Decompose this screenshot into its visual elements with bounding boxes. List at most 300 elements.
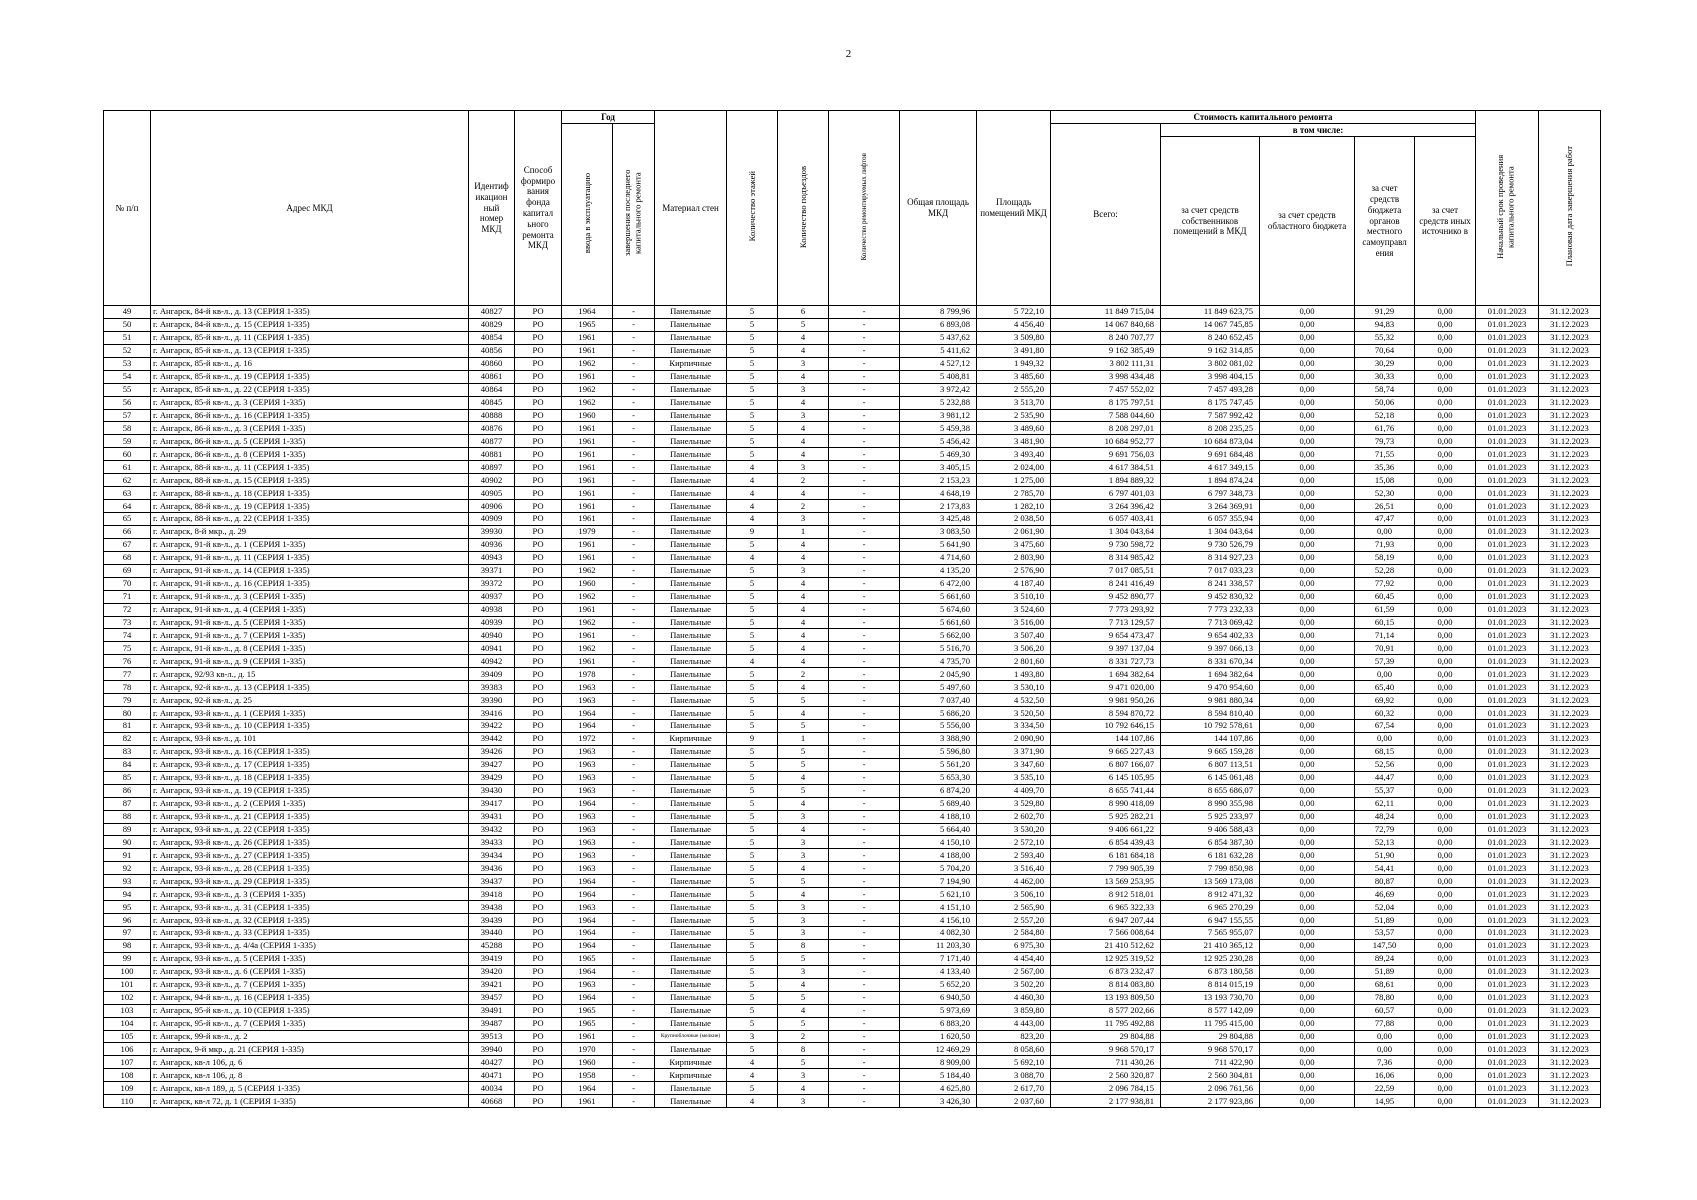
cell-entrances: 3 bbox=[778, 409, 829, 422]
cell-end: 31.12.2023 bbox=[1539, 978, 1601, 991]
cell-id: 39420 bbox=[469, 965, 515, 978]
cell-cost-local: 71,14 bbox=[1355, 629, 1415, 642]
cell-cost-local: 50,06 bbox=[1355, 396, 1415, 409]
cell-cost-regional: 0,00 bbox=[1260, 888, 1355, 901]
cell-end: 31.12.2023 bbox=[1539, 1043, 1601, 1056]
cell-id: 40668 bbox=[469, 1095, 515, 1108]
cell-address: г. Ангарск, 93-й кв-л., д. 1 (СЕРИЯ 1-335) bbox=[151, 707, 469, 720]
cell-cost-owners: 7 565 955,07 bbox=[1161, 927, 1260, 940]
cell-floors: 5 bbox=[727, 1082, 778, 1095]
cell-cost-regional: 0,00 bbox=[1260, 784, 1355, 797]
cell-premises-area: 3 510,10 bbox=[977, 590, 1051, 603]
cell-year-built: 1961 bbox=[562, 331, 613, 344]
cell-end: 31.12.2023 bbox=[1539, 732, 1601, 745]
cell-lifts: - bbox=[829, 513, 900, 526]
cell-year-built: 1964 bbox=[562, 306, 613, 319]
cell-entrances: 4 bbox=[778, 435, 829, 448]
cell-year-repair: - bbox=[613, 655, 655, 668]
cell-start: 01.01.2023 bbox=[1476, 797, 1539, 810]
cell-premises-area: 3 530,10 bbox=[977, 681, 1051, 694]
cell-cost-total: 8 577 202,66 bbox=[1051, 1004, 1161, 1017]
cell-start: 01.01.2023 bbox=[1476, 1043, 1539, 1056]
cell-material: Панельные bbox=[655, 525, 727, 538]
cell-num: 59 bbox=[104, 435, 151, 448]
cell-lifts: - bbox=[829, 758, 900, 771]
cell-total-area: 4 150,10 bbox=[900, 836, 977, 849]
cell-premises-area: 2 576,90 bbox=[977, 564, 1051, 577]
cell-premises-area: 2 785,70 bbox=[977, 487, 1051, 500]
cell-total-area: 5 662,00 bbox=[900, 629, 977, 642]
cell-entrances: 5 bbox=[778, 694, 829, 707]
cell-cost-owners: 9 470 954,60 bbox=[1161, 681, 1260, 694]
cell-total-area: 11 203,30 bbox=[900, 939, 977, 952]
cell-cost-regional: 0,00 bbox=[1260, 823, 1355, 836]
cell-cost-total: 6 965 322,33 bbox=[1051, 901, 1161, 914]
cell-end: 31.12.2023 bbox=[1539, 331, 1601, 344]
cell-cost-local: 57,39 bbox=[1355, 655, 1415, 668]
cell-premises-area: 1 949,32 bbox=[977, 357, 1051, 370]
cell-num: 51 bbox=[104, 331, 151, 344]
cell-premises-area: 1 275,00 bbox=[977, 474, 1051, 487]
cell-year-built: 1972 bbox=[562, 732, 613, 745]
cell-id: 39426 bbox=[469, 745, 515, 758]
cell-cost-total: 3 264 396,42 bbox=[1051, 500, 1161, 513]
cell-address: г. Ангарск, 85-й кв-л., д. 16 bbox=[151, 357, 469, 370]
cell-cost-local: 71,93 bbox=[1355, 538, 1415, 551]
header-cost-regional: за счет средств областного бюджета bbox=[1260, 137, 1355, 306]
cell-method: РО bbox=[515, 836, 562, 849]
cell-cost-total: 8 655 741,44 bbox=[1051, 784, 1161, 797]
cell-method: РО bbox=[515, 991, 562, 1004]
cell-entrances: 4 bbox=[778, 487, 829, 500]
cell-entrances: 5 bbox=[778, 1017, 829, 1030]
cell-lifts: - bbox=[829, 383, 900, 396]
cell-total-area: 6 472,00 bbox=[900, 577, 977, 590]
cell-total-area: 5 561,20 bbox=[900, 758, 977, 771]
cell-address: г. Ангарск, 88-й кв-л., д. 15 (СЕРИЯ 1-335) bbox=[151, 474, 469, 487]
cell-material: Панельные bbox=[655, 965, 727, 978]
table-row bbox=[104, 603, 1601, 616]
cell-id: 40943 bbox=[469, 551, 515, 564]
cell-cost-total: 9 968 570,17 bbox=[1051, 1043, 1161, 1056]
cell-floors: 5 bbox=[727, 318, 778, 331]
table-row bbox=[104, 306, 1601, 319]
cell-cost-regional: 0,00 bbox=[1260, 797, 1355, 810]
cell-entrances: 3 bbox=[778, 357, 829, 370]
cell-method: РО bbox=[515, 603, 562, 616]
cell-address: г. Ангарск, 91-й кв-л., д. 11 (СЕРИЯ 1-335) bbox=[151, 551, 469, 564]
cell-floors: 4 bbox=[727, 1069, 778, 1082]
cell-id: 39422 bbox=[469, 720, 515, 733]
cell-end: 31.12.2023 bbox=[1539, 758, 1601, 771]
cell-cost-total: 1 894 889,32 bbox=[1051, 474, 1161, 487]
cell-year-repair: - bbox=[613, 642, 655, 655]
cell-premises-area: 3 524,60 bbox=[977, 603, 1051, 616]
cell-cost-regional: 0,00 bbox=[1260, 668, 1355, 681]
cell-year-repair: - bbox=[613, 888, 655, 901]
cell-year-built: 1979 bbox=[562, 525, 613, 538]
cell-cost-other: 0,00 bbox=[1415, 836, 1476, 849]
cell-floors: 5 bbox=[727, 383, 778, 396]
cell-cost-owners: 8 240 652,45 bbox=[1161, 331, 1260, 344]
cell-material: Панельные bbox=[655, 771, 727, 784]
cell-cost-total: 10 684 952,77 bbox=[1051, 435, 1161, 448]
cell-cost-other: 0,00 bbox=[1415, 306, 1476, 319]
cell-floors: 4 bbox=[727, 551, 778, 564]
cell-entrances: 4 bbox=[778, 370, 829, 383]
cell-year-built: 1962 bbox=[562, 396, 613, 409]
cell-method: РО bbox=[515, 901, 562, 914]
cell-lifts: - bbox=[829, 1017, 900, 1030]
cell-material: Панельные bbox=[655, 1095, 727, 1108]
cell-cost-owners: 1 894 874,24 bbox=[1161, 474, 1260, 487]
cell-method: РО bbox=[515, 422, 562, 435]
cell-cost-other: 0,00 bbox=[1415, 500, 1476, 513]
cell-cost-regional: 0,00 bbox=[1260, 927, 1355, 940]
cell-address: г. Ангарск, 93-й кв-л., д. 3 (СЕРИЯ 1-335) bbox=[151, 888, 469, 901]
cell-premises-area: 2 617,70 bbox=[977, 1082, 1051, 1095]
cell-material: Панельные bbox=[655, 939, 727, 952]
cell-floors: 5 bbox=[727, 1017, 778, 1030]
cell-total-area: 8 909,00 bbox=[900, 1056, 977, 1069]
cell-address: г. Ангарск, 91-й кв-л., д. 7 (СЕРИЯ 1-335) bbox=[151, 629, 469, 642]
cell-cost-other: 0,00 bbox=[1415, 344, 1476, 357]
cell-year-built: 1961 bbox=[562, 448, 613, 461]
cell-cost-owners: 1 694 382,64 bbox=[1161, 668, 1260, 681]
table-row bbox=[104, 694, 1601, 707]
cell-end: 31.12.2023 bbox=[1539, 551, 1601, 564]
cell-cost-local: 70,64 bbox=[1355, 344, 1415, 357]
cell-year-repair: - bbox=[613, 500, 655, 513]
cell-floors: 5 bbox=[727, 603, 778, 616]
cell-year-built: 1964 bbox=[562, 888, 613, 901]
table-row bbox=[104, 732, 1601, 745]
header-entrances: Количество подъездов bbox=[778, 111, 829, 306]
cell-id: 39438 bbox=[469, 901, 515, 914]
cell-material: Панельные bbox=[655, 344, 727, 357]
cell-cost-regional: 0,00 bbox=[1260, 603, 1355, 616]
cell-method: РО bbox=[515, 370, 562, 383]
cell-cost-regional: 0,00 bbox=[1260, 331, 1355, 344]
cell-cost-regional: 0,00 bbox=[1260, 577, 1355, 590]
cell-cost-local: 147,50 bbox=[1355, 939, 1415, 952]
cell-num: 106 bbox=[104, 1043, 151, 1056]
cell-id: 40829 bbox=[469, 318, 515, 331]
cell-cost-other: 0,00 bbox=[1415, 409, 1476, 422]
cell-premises-area: 3 485,60 bbox=[977, 370, 1051, 383]
header-address: Адрес МКД bbox=[151, 111, 469, 306]
cell-address: г. Ангарск, 93-й кв-л., д. 32 (СЕРИЯ 1-335) bbox=[151, 914, 469, 927]
cell-year-repair: - bbox=[613, 525, 655, 538]
cell-year-built: 1965 bbox=[562, 952, 613, 965]
cell-total-area: 4 156,10 bbox=[900, 914, 977, 927]
cell-material: Панельные bbox=[655, 642, 727, 655]
cell-total-area: 3 388,90 bbox=[900, 732, 977, 745]
cell-cost-regional: 0,00 bbox=[1260, 487, 1355, 500]
cell-year-built: 1961 bbox=[562, 603, 613, 616]
cell-cost-total: 9 452 890,77 bbox=[1051, 590, 1161, 603]
cell-start: 01.01.2023 bbox=[1476, 836, 1539, 849]
cell-premises-area: 4 462,00 bbox=[977, 875, 1051, 888]
cell-lifts: - bbox=[829, 590, 900, 603]
cell-premises-area: 2 567,00 bbox=[977, 965, 1051, 978]
cell-year-built: 1965 bbox=[562, 318, 613, 331]
cell-lifts: - bbox=[829, 823, 900, 836]
cell-address: г. Ангарск, 93-й кв-л., д. 17 (СЕРИЯ 1-335) bbox=[151, 758, 469, 771]
cell-end: 31.12.2023 bbox=[1539, 836, 1601, 849]
table-row bbox=[104, 862, 1601, 875]
cell-material: Панельные bbox=[655, 383, 727, 396]
cell-end: 31.12.2023 bbox=[1539, 927, 1601, 940]
table-row bbox=[104, 952, 1601, 965]
cell-cost-other: 0,00 bbox=[1415, 564, 1476, 577]
cell-address: г. Ангарск, 85-й кв-л., д. 11 (СЕРИЯ 1-335) bbox=[151, 331, 469, 344]
cell-lifts: - bbox=[829, 668, 900, 681]
cell-method: РО bbox=[515, 875, 562, 888]
cell-start: 01.01.2023 bbox=[1476, 681, 1539, 694]
cell-address: г. Ангарск, кв-л 189, д. 5 (СЕРИЯ 1-335) bbox=[151, 1082, 469, 1095]
cell-year-repair: - bbox=[613, 991, 655, 1004]
cell-end: 31.12.2023 bbox=[1539, 694, 1601, 707]
cell-cost-total: 7 799 905,39 bbox=[1051, 862, 1161, 875]
cell-cost-regional: 0,00 bbox=[1260, 500, 1355, 513]
cell-material: Панельные bbox=[655, 318, 727, 331]
cell-floors: 5 bbox=[727, 849, 778, 862]
cell-cost-local: 0,00 bbox=[1355, 1043, 1415, 1056]
cell-cost-other: 0,00 bbox=[1415, 577, 1476, 590]
table-row bbox=[104, 370, 1601, 383]
cell-premises-area: 1 282,10 bbox=[977, 500, 1051, 513]
cell-address: г. Ангарск, 88-й кв-л., д. 19 (СЕРИЯ 1-335) bbox=[151, 500, 469, 513]
cell-id: 39491 bbox=[469, 1004, 515, 1017]
cell-start: 01.01.2023 bbox=[1476, 862, 1539, 875]
cell-id: 40939 bbox=[469, 616, 515, 629]
cell-cost-owners: 2 096 761,56 bbox=[1161, 1082, 1260, 1095]
cell-material: Панельные bbox=[655, 577, 727, 590]
cell-cost-regional: 0,00 bbox=[1260, 707, 1355, 720]
cell-num: 66 bbox=[104, 525, 151, 538]
cell-address: г. Ангарск, 93-й кв-л., д. 101 bbox=[151, 732, 469, 745]
cell-address: г. Ангарск, 85-й кв-л., д. 13 (СЕРИЯ 1-335) bbox=[151, 344, 469, 357]
table-row bbox=[104, 758, 1601, 771]
cell-num: 92 bbox=[104, 862, 151, 875]
cell-cost-owners: 7 773 232,33 bbox=[1161, 603, 1260, 616]
cell-cost-regional: 0,00 bbox=[1260, 991, 1355, 1004]
cell-cost-local: 77,88 bbox=[1355, 1017, 1415, 1030]
cell-year-built: 1962 bbox=[562, 357, 613, 370]
cell-material: Панельные bbox=[655, 513, 727, 526]
cell-year-repair: - bbox=[613, 487, 655, 500]
cell-cost-other: 0,00 bbox=[1415, 1017, 1476, 1030]
cell-material: Панельные bbox=[655, 306, 727, 319]
cell-premises-area: 2 584,80 bbox=[977, 927, 1051, 940]
cell-cost-owners: 7 017 033,23 bbox=[1161, 564, 1260, 577]
cell-lifts: - bbox=[829, 745, 900, 758]
cell-year-built: 1964 bbox=[562, 1082, 613, 1095]
cell-cost-other: 0,00 bbox=[1415, 810, 1476, 823]
table-body bbox=[104, 306, 1601, 1108]
cell-lifts: - bbox=[829, 952, 900, 965]
cell-cost-other: 0,00 bbox=[1415, 590, 1476, 603]
cell-year-built: 1964 bbox=[562, 720, 613, 733]
cell-address: г. Ангарск, 99-й кв-л., д. 2 bbox=[151, 1030, 469, 1043]
cell-start: 01.01.2023 bbox=[1476, 525, 1539, 538]
cell-year-built: 1964 bbox=[562, 707, 613, 720]
cell-year-built: 1962 bbox=[562, 616, 613, 629]
cell-floors: 5 bbox=[727, 939, 778, 952]
cell-num: 108 bbox=[104, 1069, 151, 1082]
cell-premises-area: 2 801,60 bbox=[977, 655, 1051, 668]
cell-method: РО bbox=[515, 978, 562, 991]
cell-start: 01.01.2023 bbox=[1476, 875, 1539, 888]
cell-lifts: - bbox=[829, 564, 900, 577]
cell-num: 64 bbox=[104, 500, 151, 513]
cell-cost-other: 0,00 bbox=[1415, 551, 1476, 564]
cell-cost-local: 78,80 bbox=[1355, 991, 1415, 1004]
cell-lifts: - bbox=[829, 991, 900, 1004]
cell-year-repair: - bbox=[613, 1030, 655, 1043]
cell-cost-local: 7,36 bbox=[1355, 1056, 1415, 1069]
cell-cost-other: 0,00 bbox=[1415, 461, 1476, 474]
cell-start: 01.01.2023 bbox=[1476, 448, 1539, 461]
cell-cost-regional: 0,00 bbox=[1260, 525, 1355, 538]
cell-total-area: 5 596,80 bbox=[900, 745, 977, 758]
cell-floors: 4 bbox=[727, 513, 778, 526]
cell-total-area: 2 045,90 bbox=[900, 668, 977, 681]
cell-floors: 5 bbox=[727, 797, 778, 810]
cell-num: 73 bbox=[104, 616, 151, 629]
cell-cost-other: 0,00 bbox=[1415, 668, 1476, 681]
cell-total-area: 7 171,40 bbox=[900, 952, 977, 965]
cell-premises-area: 3 507,40 bbox=[977, 629, 1051, 642]
cell-num: 105 bbox=[104, 1030, 151, 1043]
cell-premises-area: 2 535,90 bbox=[977, 409, 1051, 422]
cell-cost-owners: 12 925 230,28 bbox=[1161, 952, 1260, 965]
cell-end: 31.12.2023 bbox=[1539, 577, 1601, 590]
cell-start: 01.01.2023 bbox=[1476, 616, 1539, 629]
cell-id: 39513 bbox=[469, 1030, 515, 1043]
cell-address: г. Ангарск, 91-й кв-л., д. 14 (СЕРИЯ 1-335) bbox=[151, 564, 469, 577]
cell-start: 01.01.2023 bbox=[1476, 538, 1539, 551]
cell-address: г. Ангарск, кв-л 106, д. 8 bbox=[151, 1069, 469, 1082]
cell-year-repair: - bbox=[613, 538, 655, 551]
cell-cost-regional: 0,00 bbox=[1260, 1056, 1355, 1069]
cell-num: 54 bbox=[104, 370, 151, 383]
cell-start: 01.01.2023 bbox=[1476, 965, 1539, 978]
cell-premises-area: 2 593,40 bbox=[977, 849, 1051, 862]
cell-material: Панельные bbox=[655, 564, 727, 577]
cell-method: РО bbox=[515, 1056, 562, 1069]
cell-floors: 4 bbox=[727, 1095, 778, 1108]
cell-id: 40034 bbox=[469, 1082, 515, 1095]
cell-cost-owners: 9 968 570,17 bbox=[1161, 1043, 1260, 1056]
cell-lifts: - bbox=[829, 344, 900, 357]
header-cost-other: за счет средств иных источнико в bbox=[1415, 137, 1476, 306]
cell-method: РО bbox=[515, 1082, 562, 1095]
cell-method: РО bbox=[515, 681, 562, 694]
cell-end: 31.12.2023 bbox=[1539, 784, 1601, 797]
cell-address: г. Ангарск, 92-й кв-л., д. 25 bbox=[151, 694, 469, 707]
table-row bbox=[104, 629, 1601, 642]
cell-cost-total: 1 694 382,64 bbox=[1051, 668, 1161, 681]
cell-cost-owners: 4 617 349,15 bbox=[1161, 461, 1260, 474]
cell-method: РО bbox=[515, 590, 562, 603]
table-row bbox=[104, 939, 1601, 952]
cell-entrances: 5 bbox=[778, 758, 829, 771]
cell-start: 01.01.2023 bbox=[1476, 409, 1539, 422]
cell-address: г. Ангарск, 94-й кв-л., д. 16 (СЕРИЯ 1-335) bbox=[151, 991, 469, 1004]
repair-register-table bbox=[103, 110, 1601, 1108]
cell-cost-owners: 8 912 471,32 bbox=[1161, 888, 1260, 901]
cell-premises-area: 2 565,90 bbox=[977, 901, 1051, 914]
cell-premises-area: 5 722,10 bbox=[977, 306, 1051, 319]
cell-start: 01.01.2023 bbox=[1476, 318, 1539, 331]
cell-entrances: 3 bbox=[778, 849, 829, 862]
cell-cost-regional: 0,00 bbox=[1260, 538, 1355, 551]
cell-method: РО bbox=[515, 318, 562, 331]
cell-material: Панельные bbox=[655, 435, 727, 448]
cell-total-area: 2 173,83 bbox=[900, 500, 977, 513]
cell-id: 39416 bbox=[469, 707, 515, 720]
cell-year-built: 1963 bbox=[562, 758, 613, 771]
cell-material: Панельные bbox=[655, 396, 727, 409]
cell-end: 31.12.2023 bbox=[1539, 435, 1601, 448]
cell-total-area: 5 689,40 bbox=[900, 797, 977, 810]
cell-cost-local: 53,57 bbox=[1355, 927, 1415, 940]
cell-premises-area: 6 975,30 bbox=[977, 939, 1051, 952]
cell-cost-local: 60,32 bbox=[1355, 707, 1415, 720]
cell-cost-local: 22,59 bbox=[1355, 1082, 1415, 1095]
cell-cost-other: 0,00 bbox=[1415, 771, 1476, 784]
table-row bbox=[104, 849, 1601, 862]
cell-entrances: 4 bbox=[778, 344, 829, 357]
cell-num: 76 bbox=[104, 655, 151, 668]
cell-floors: 5 bbox=[727, 875, 778, 888]
cell-premises-area: 2 090,90 bbox=[977, 732, 1051, 745]
cell-id: 39940 bbox=[469, 1043, 515, 1056]
cell-method: РО bbox=[515, 914, 562, 927]
cell-year-repair: - bbox=[613, 422, 655, 435]
cell-total-area: 4 135,20 bbox=[900, 564, 977, 577]
cell-cost-owners: 8 814 015,19 bbox=[1161, 978, 1260, 991]
cell-end: 31.12.2023 bbox=[1539, 474, 1601, 487]
cell-end: 31.12.2023 bbox=[1539, 823, 1601, 836]
cell-year-built: 1963 bbox=[562, 810, 613, 823]
cell-method: РО bbox=[515, 538, 562, 551]
cell-floors: 5 bbox=[727, 784, 778, 797]
cell-year-built: 1964 bbox=[562, 797, 613, 810]
cell-floors: 5 bbox=[727, 1004, 778, 1017]
cell-total-area: 3 083,50 bbox=[900, 525, 977, 538]
table-row bbox=[104, 396, 1601, 409]
cell-cost-total: 8 814 083,80 bbox=[1051, 978, 1161, 991]
cell-cost-other: 0,00 bbox=[1415, 538, 1476, 551]
cell-num: 80 bbox=[104, 707, 151, 720]
cell-floors: 4 bbox=[727, 655, 778, 668]
cell-total-area: 1 620,50 bbox=[900, 1030, 977, 1043]
table-row bbox=[104, 1004, 1601, 1017]
cell-year-built: 1964 bbox=[562, 914, 613, 927]
cell-cost-owners: 8 241 338,57 bbox=[1161, 577, 1260, 590]
cell-floors: 5 bbox=[727, 810, 778, 823]
cell-year-repair: - bbox=[613, 1004, 655, 1017]
cell-cost-total: 6 181 684,18 bbox=[1051, 849, 1161, 862]
cell-year-built: 1961 bbox=[562, 629, 613, 642]
cell-method: РО bbox=[515, 461, 562, 474]
cell-premises-area: 823,20 bbox=[977, 1030, 1051, 1043]
cell-premises-area: 3 509,80 bbox=[977, 331, 1051, 344]
cell-cost-local: 60,45 bbox=[1355, 590, 1415, 603]
